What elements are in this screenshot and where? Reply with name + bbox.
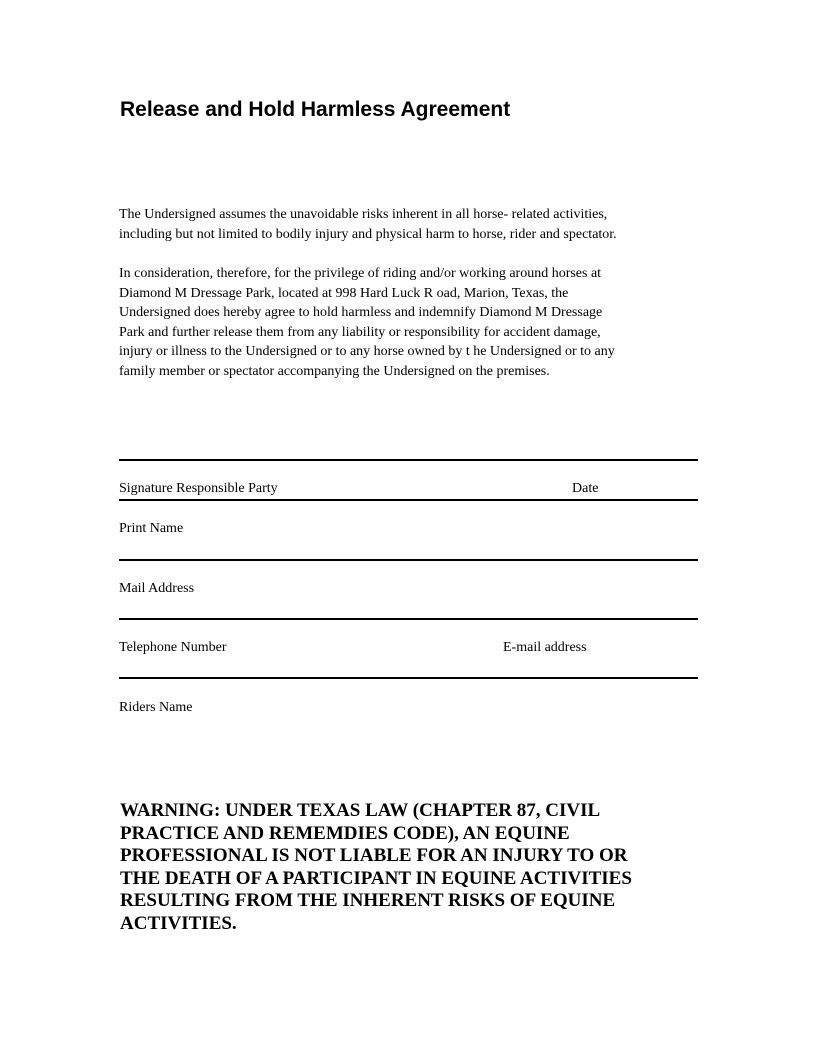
warning-line: PROFESSIONAL IS NOT LIABLE FOR AN INJURY TO OR <box>120 845 628 867</box>
mail-address-line[interactable] <box>119 618 698 620</box>
paragraph-line: In consideration, therefore, for the privilege of riding and/or working around horses at <box>119 266 602 281</box>
consideration-paragraph <box>119 264 675 381</box>
print-name-label: Print Name <box>119 521 184 536</box>
warning-line: THE DEATH OF A PARTICIPANT IN EQUINE ACTIVITIES <box>120 867 632 889</box>
paragraph-line: including but not limited to bodily injury and physical harm to horse, rider and spectator. <box>119 226 617 242</box>
riders-name-label: Riders Name <box>119 700 193 715</box>
risk-paragraph <box>119 205 675 244</box>
print-name-line[interactable] <box>119 559 698 561</box>
warning-line: WARNING: UNDER TEXAS LAW (CHAPTER 87, CIVIL <box>120 800 601 821</box>
date-label: Date <box>572 481 599 496</box>
telephone-label: Telephone Number <box>119 640 227 655</box>
equine-liability-warning <box>120 800 700 936</box>
paragraph-line: family member or spectator accompanying the Undersigned on the premises. <box>119 363 550 379</box>
email-label: E-mail address <box>503 640 587 655</box>
paragraph-line: The Undersigned assumes the unavoidable risks inherent in all horse- related activities, <box>119 207 608 222</box>
field-divider <box>119 499 698 501</box>
mail-address-label: Mail Address <box>119 581 195 596</box>
paragraph-line: Park and further release them from any liability or responsibility for accident damage, <box>119 324 601 340</box>
paragraph-line: Undersigned does hereby agree to hold harmless and indemnify Diamond M Dressage <box>119 305 603 320</box>
warning-line: PRACTICE AND REMEMDIES CODE), AN EQUINE <box>120 822 570 844</box>
warning-line: ACTIVITIES. <box>120 912 237 934</box>
paragraph-line: Diamond M Dressage Park, located at 998 Hard Luck R oad, Marion, Texas, the <box>119 285 569 301</box>
signature-line[interactable] <box>119 459 698 461</box>
paragraph-line: injury or illness to the Undersigned or to any horse owned by t he Undersigned or to any <box>119 344 615 359</box>
warning-line: RESULTING FROM THE INHERENT RISKS OF EQUINE <box>120 890 616 912</box>
telephone-email-line[interactable] <box>119 677 698 679</box>
document-title: Release and Hold Harmless Agreement <box>120 98 511 121</box>
signature-label: Signature Responsible Party <box>119 481 278 496</box>
